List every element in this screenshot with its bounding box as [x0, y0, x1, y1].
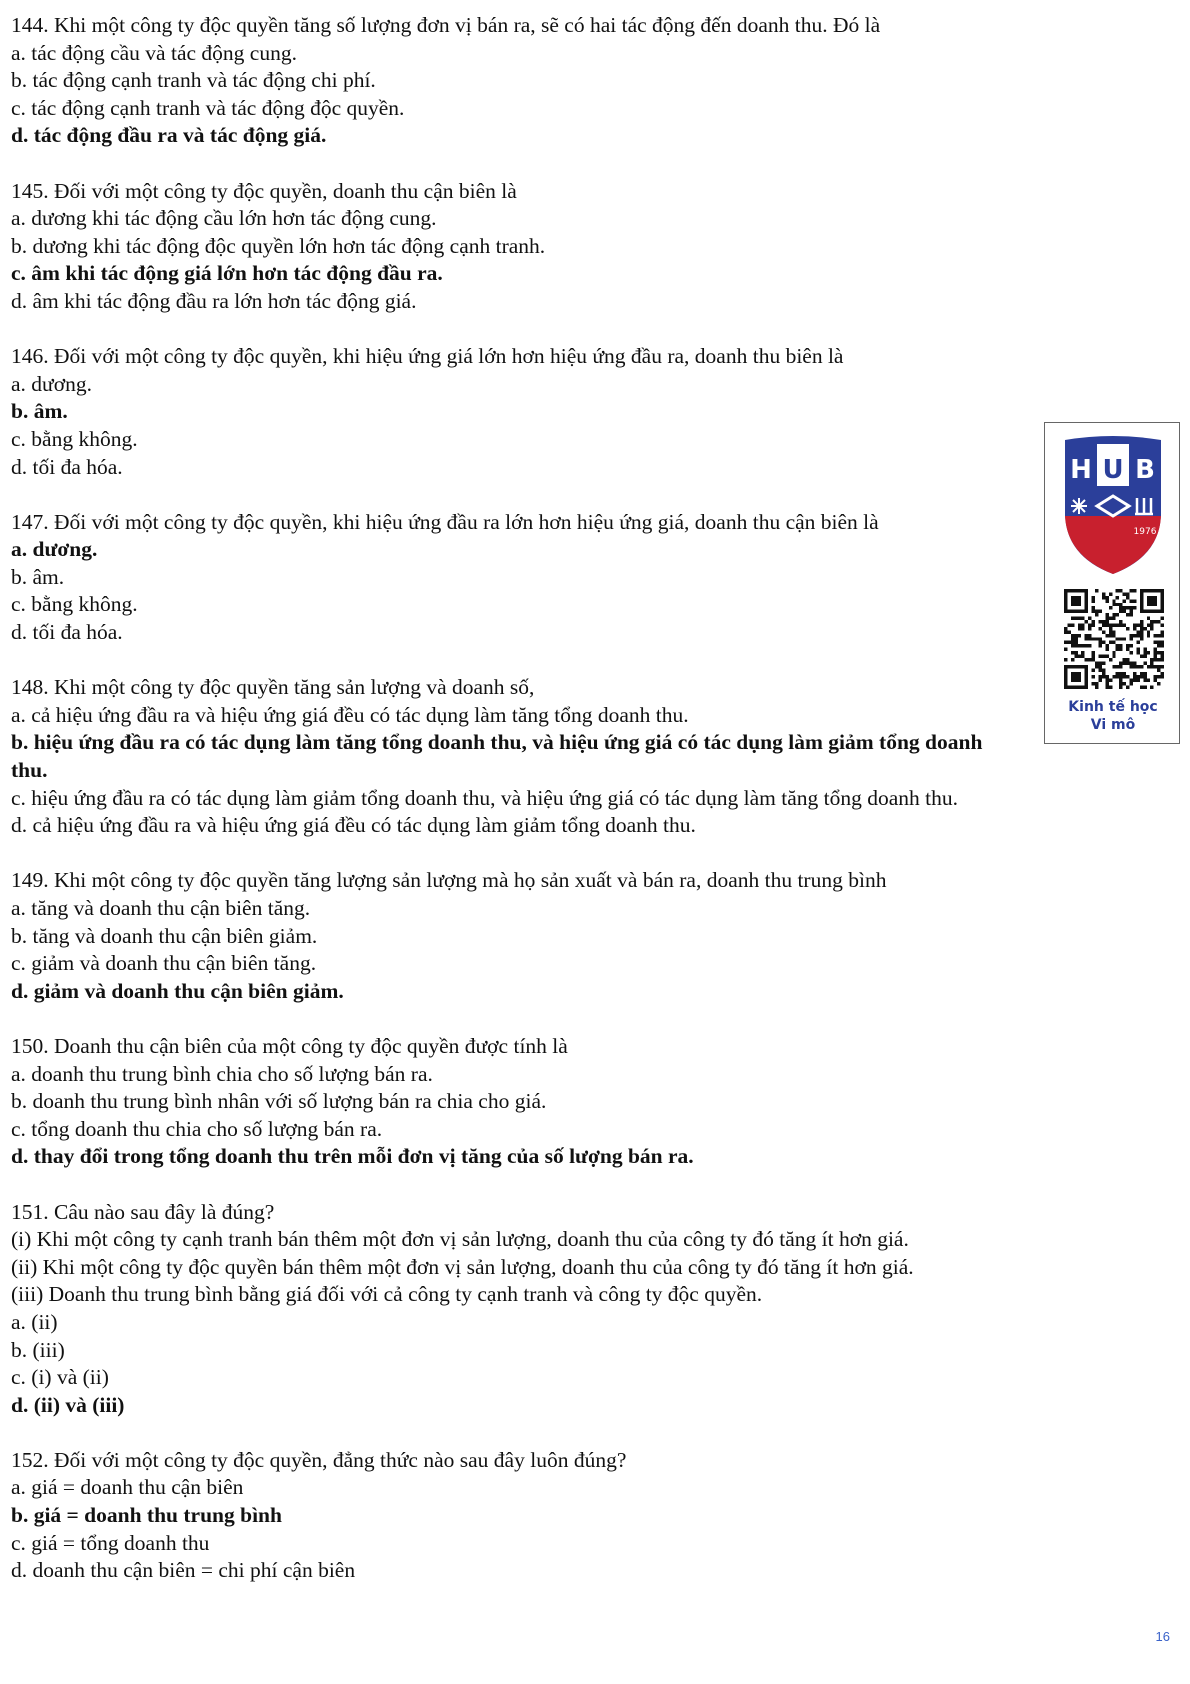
badge-caption-line1: Kinh tế học — [1068, 699, 1158, 715]
answer-option: a. tăng và doanh thu cận biên tăng. — [11, 896, 311, 920]
hub-badge — [1044, 422, 1180, 744]
document-body — [11, 12, 1171, 1612]
question-145 — [11, 178, 1171, 316]
page-number: 16 — [1155, 1629, 1170, 1644]
answer-option: a. cả hiệu ứng đầu ra và hiệu ứng giá đều có tác dụng làm tăng tổng doanh thu. — [11, 702, 689, 727]
hub-shield-logo — [1061, 434, 1165, 576]
answer-option: a. doanh thu trung bình chia cho số lượng bán ra. — [11, 1061, 433, 1086]
answer-option: a. tác động cầu và tác động cung. — [11, 40, 297, 65]
question-149 — [11, 867, 1171, 1005]
answer-option: d. âm khi tác động đầu ra lớn hơn tác động giá. — [11, 288, 417, 313]
answer-option: c. (i) và (ii) — [11, 1365, 109, 1390]
answer-option: b. dương khi tác động độc quyền lớn hơn tác động cạnh tranh. — [11, 233, 546, 258]
badge-caption-line2: Vi mô — [1090, 717, 1136, 733]
question-stem: 144. Khi một công ty độc quyền tăng số lượng đơn vị bán ra, sẽ có hai tác động đến doanh thu. Đó là — [11, 13, 881, 37]
svg-text:1976: 1976 — [1133, 527, 1157, 537]
question-stem: 150. Doanh thu cận biên của một công ty độc quyền được tính là — [11, 1033, 568, 1058]
answer-option: c. giá = tổng doanh thu — [11, 1530, 210, 1555]
correct-answer: d. (ii) và (iii) — [11, 1392, 125, 1417]
question-stem: 148. Khi một công ty độc quyền tăng sản lượng và doanh số, — [11, 675, 535, 700]
answer-option: b. doanh thu trung bình nhân với số lượng bán ra chia cho giá. — [11, 1089, 547, 1114]
question-stem: 151. Câu nào sau đây là đúng? — [11, 1199, 275, 1224]
svg-text:B: B — [1135, 455, 1155, 485]
question-148 — [11, 674, 1171, 840]
answer-option: d. tối đa hóa. — [11, 454, 123, 479]
answer-option: b. âm. — [11, 564, 65, 589]
answer-option: b. tác động cạnh tranh và tác động chi phí. — [11, 68, 376, 93]
answer-option: a. dương. — [11, 371, 92, 396]
correct-answer: d. tác động đầu ra và tác động giá. — [11, 123, 327, 148]
answer-option: (i) Khi một công ty cạnh tranh bán thêm một đơn vị sản lượng, doanh thu của công ty đó tăng ít hơn giá. — [11, 1227, 909, 1252]
question-stem: 149. Khi một công ty độc quyền tăng lượng sản lượng mà họ sản xuất và bán ra, doanh thu trung bình — [11, 868, 887, 893]
svg-text:U: U — [1102, 455, 1124, 485]
answer-option: c. hiệu ứng đầu ra có tác dụng làm giảm tổng doanh thu, và hiệu ứng giá có tác dụng làm tăng tổng doanh thu. — [11, 785, 958, 810]
qr-code — [1064, 589, 1164, 689]
correct-answer: d. thay đổi trong tổng doanh thu trên mỗi đơn vị tăng của số lượng bán ra. — [11, 1144, 694, 1169]
answer-option: a. (ii) — [11, 1309, 58, 1334]
answer-option: d. tối đa hóa. — [11, 620, 123, 645]
answer-option: b. (iii) — [11, 1337, 65, 1362]
question-146 — [11, 343, 1171, 481]
correct-answer: b. giá = doanh thu trung bình — [11, 1503, 282, 1528]
correct-answer: d. giảm và doanh thu cận biên giảm. — [11, 978, 344, 1003]
answer-option: c. bằng không. — [11, 426, 138, 451]
question-151 — [11, 1199, 1171, 1420]
answer-option: c. tác động cạnh tranh và tác động độc quyền. — [11, 95, 405, 120]
answer-option: (iii) Doanh thu trung bình bằng giá đối với cả công ty cạnh tranh và công ty độc quyền. — [11, 1282, 763, 1307]
answer-option: (ii) Khi một công ty độc quyền bán thêm một đơn vị sản lượng, doanh thu của công ty đó tăng ít hơn giá. — [11, 1254, 914, 1279]
question-152 — [11, 1447, 1171, 1585]
question-stem: 146. Đối với một công ty độc quyền, khi hiệu ứng giá lớn hơn hiệu ứng đầu ra, doanh thu biên là — [11, 344, 844, 369]
correct-answer: b. âm. — [11, 399, 68, 424]
answer-option: a. giá = doanh thu cận biên — [11, 1475, 244, 1500]
question-stem: 145. Đối với một công ty độc quyền, doanh thu cận biên là — [11, 178, 517, 203]
answer-option: d. cả hiệu ứng đầu ra và hiệu ứng giá đều có tác dụng làm giảm tổng doanh thu. — [11, 813, 696, 838]
answer-option: c. giảm và doanh thu cận biên tăng. — [11, 951, 317, 976]
answer-option: a. dương khi tác động cầu lớn hơn tác động cung. — [11, 206, 437, 231]
question-150 — [11, 1033, 1171, 1171]
svg-text:H: H — [1070, 455, 1092, 485]
question-147 — [11, 509, 1171, 647]
correct-answer: b. hiệu ứng đầu ra có tác dụng làm tăng tổng doanh thu, và hiệu ứng giá có tác dụng làm giảm tổng doanh thu. — [11, 730, 983, 783]
answer-option: c. tổng doanh thu chia cho số lượng bán ra. — [11, 1116, 383, 1141]
question-144 — [11, 12, 1171, 150]
correct-answer: a. dương. — [11, 537, 98, 562]
question-stem: 152. Đối với một công ty độc quyền, đẳng thức nào sau đây luôn đúng? — [11, 1447, 627, 1472]
answer-option: d. doanh thu cận biên = chi phí cận biên — [11, 1558, 356, 1583]
correct-answer: c. âm khi tác động giá lớn hơn tác động đầu ra. — [11, 261, 443, 286]
question-stem: 147. Đối với một công ty độc quyền, khi hiệu ứng đầu ra lớn hơn hiệu ứng giá, doanh thu cận biên là — [11, 509, 879, 534]
answer-option: b. tăng và doanh thu cận biên giảm. — [11, 923, 318, 948]
answer-option: c. bằng không. — [11, 592, 138, 617]
